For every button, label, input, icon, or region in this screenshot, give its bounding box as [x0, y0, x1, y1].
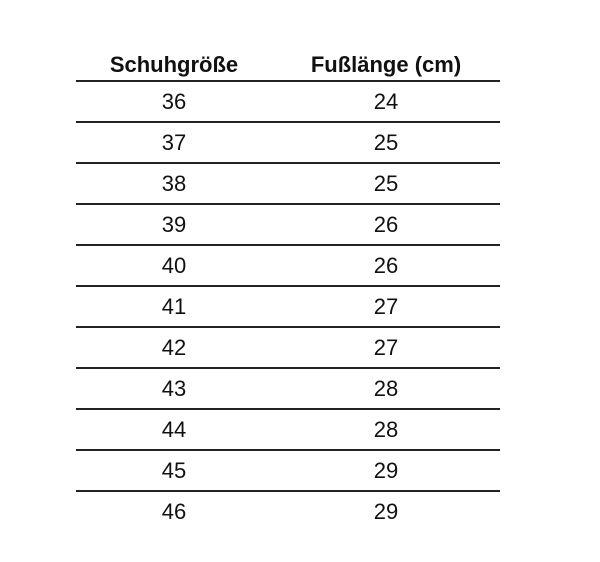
table-body [76, 81, 500, 532]
cell-shoe-size: 46 [161, 499, 187, 524]
header-row [76, 43, 500, 81]
cell-shoe-size: 42 [76, 327, 272, 368]
table-row [76, 450, 500, 491]
cell-foot-length: 26 [272, 245, 500, 286]
cell-shoe-size: 37 [76, 122, 272, 163]
table-row [76, 368, 500, 409]
table-row [76, 286, 500, 327]
cell-shoe-size: 40 [76, 245, 272, 286]
table-row [76, 163, 500, 204]
header-shoe-size: Schuhgröße [76, 43, 272, 81]
cell-shoe-size: 44 [76, 409, 272, 450]
cell-shoe-size: 36 [76, 81, 272, 122]
cell-foot-length: 27 [272, 286, 500, 327]
cell-foot-length: 28 [272, 409, 500, 450]
cell-foot-length: 26 [272, 204, 500, 245]
cell-foot-length: 25 [272, 122, 500, 163]
table-row [76, 245, 500, 286]
table-row [76, 491, 500, 532]
cell-foot-length: 29 [373, 499, 399, 524]
cell-foot-length: 29 [272, 450, 500, 491]
table-row [76, 327, 500, 368]
table-row [76, 122, 500, 163]
header-foot-length: Fußlänge (cm) [272, 43, 500, 81]
size-conversion-table [76, 43, 500, 532]
cell-foot-length: 27 [272, 327, 500, 368]
table-row [76, 204, 500, 245]
cell-shoe-size: 38 [76, 163, 272, 204]
cell-shoe-size: 43 [76, 368, 272, 409]
cell-shoe-size: 39 [76, 204, 272, 245]
table-row [76, 409, 500, 450]
table-row [76, 81, 500, 122]
cell-shoe-size: 45 [76, 450, 272, 491]
cell-foot-length: 24 [272, 81, 500, 122]
table-header [76, 43, 500, 81]
cell-foot-length: 28 [272, 368, 500, 409]
cell-foot-length: 25 [272, 163, 500, 204]
cell-shoe-size: 41 [76, 286, 272, 327]
